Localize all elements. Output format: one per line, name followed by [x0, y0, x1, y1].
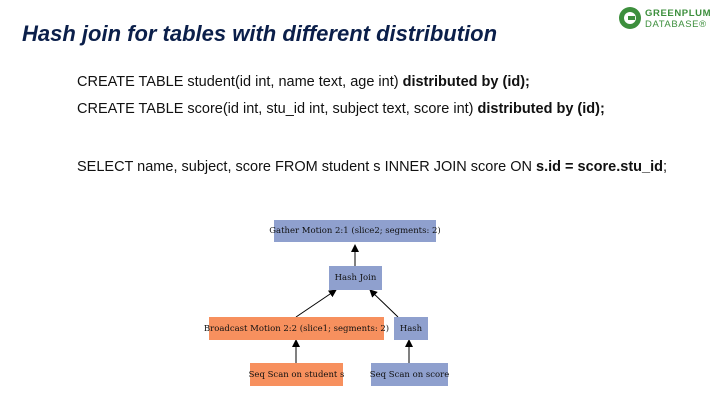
sql-create-score-plain: CREATE TABLE score(id int, stu_id int, subject text, score int)	[77, 101, 478, 117]
plan-node-hash: Hash	[394, 317, 428, 340]
plan-node-hash-join: Hash Join	[329, 266, 382, 290]
plan-node-broadcast-motion: Broadcast Motion 2:2 (slice1; segments: 2)	[209, 317, 384, 340]
logo-text-line1: GREENPLUM	[645, 8, 712, 19]
plan-node-seq-scan-student: Seq Scan on student s	[250, 363, 343, 386]
plan-node-gather-motion: Gather Motion 2:1 (slice2; segments: 2)	[274, 220, 436, 242]
plan-node-seq-scan-score: Seq Scan on score	[371, 363, 448, 386]
sql-create-student-plain: CREATE TABLE student(id int, name text, age int)	[77, 74, 403, 90]
logo-text-line2: DATABASE®	[645, 19, 707, 30]
sql-create-score-bold: distributed by (id);	[477, 101, 605, 117]
sql-select-plain: SELECT name, subject, score FROM student s INNER JOIN score ON	[77, 159, 537, 175]
sql-select-tail: ;	[662, 159, 668, 175]
sql-select-join-condition: s.id = score.stu_id	[536, 159, 663, 175]
edge-hash-to-hashjoin	[370, 290, 398, 317]
sql-create-student-bold: distributed by (id);	[402, 74, 530, 90]
slide-title: Hash join for tables with different distribution	[22, 21, 498, 46]
edge-broadcast-to-hashjoin	[296, 290, 336, 317]
